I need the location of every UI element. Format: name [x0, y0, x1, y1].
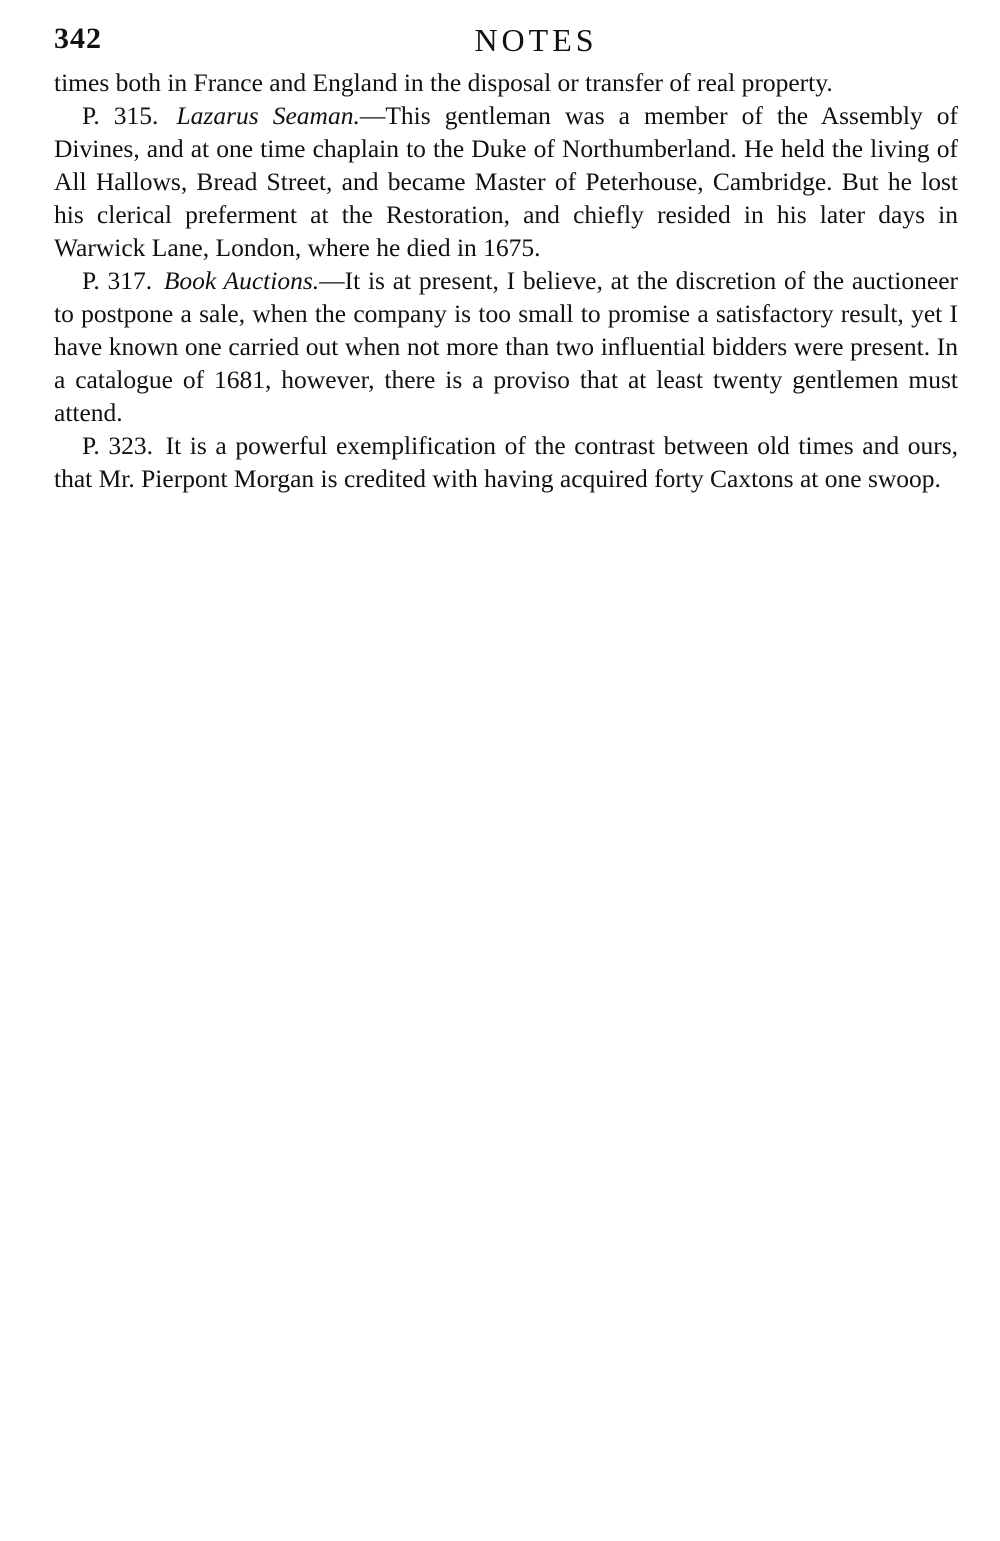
note-heading: Lazarus Seaman.	[176, 101, 360, 130]
note-book-auctions	[54, 264, 958, 429]
page-number: 342	[54, 22, 102, 55]
note-text: —This gentleman was a member of the Assembly of Divines, and at one time chaplain to the Duke of Northumberland. He held the living of All Hallows, Bread Street, and became Master of Peterhouse, Cambridge. But he lost his clerical preferment at the Restoration, and chiefly resided in his later days in Warwick Lane, London, where he died in 1675.	[54, 101, 959, 262]
note-text: —It is at present, I believe, at the discretion of the auctioneer to postpone a sale, when the company is too small to promise a satisfactory result, yet I have known one carried out when not more than two influential bidders were present. In a catalogue of 1681, however, there is a proviso that at least twenty gentlemen must attend.	[54, 266, 959, 427]
note-heading: Book Auctions.	[163, 266, 320, 295]
note-text: It is a powerful exemplification of the contrast between old times and ours, that Mr. Pierpont Morgan is credited with having acquired forty Caxtons at one swoop.	[54, 431, 959, 493]
notes-body	[54, 66, 958, 495]
note-continuation	[54, 66, 958, 99]
book-page	[54, 18, 958, 495]
note-page-ref: P. 317.	[82, 266, 153, 295]
section-title: NOTES	[474, 22, 598, 58]
note-page-ref: P. 315.	[82, 101, 159, 130]
note-caxtons	[54, 429, 958, 495]
note-lazarus-seaman	[54, 99, 958, 264]
note-page-ref: P. 323.	[82, 431, 153, 460]
note-text: times both in France and England in the disposal or transfer of real property.	[54, 68, 833, 97]
running-head	[54, 18, 958, 66]
